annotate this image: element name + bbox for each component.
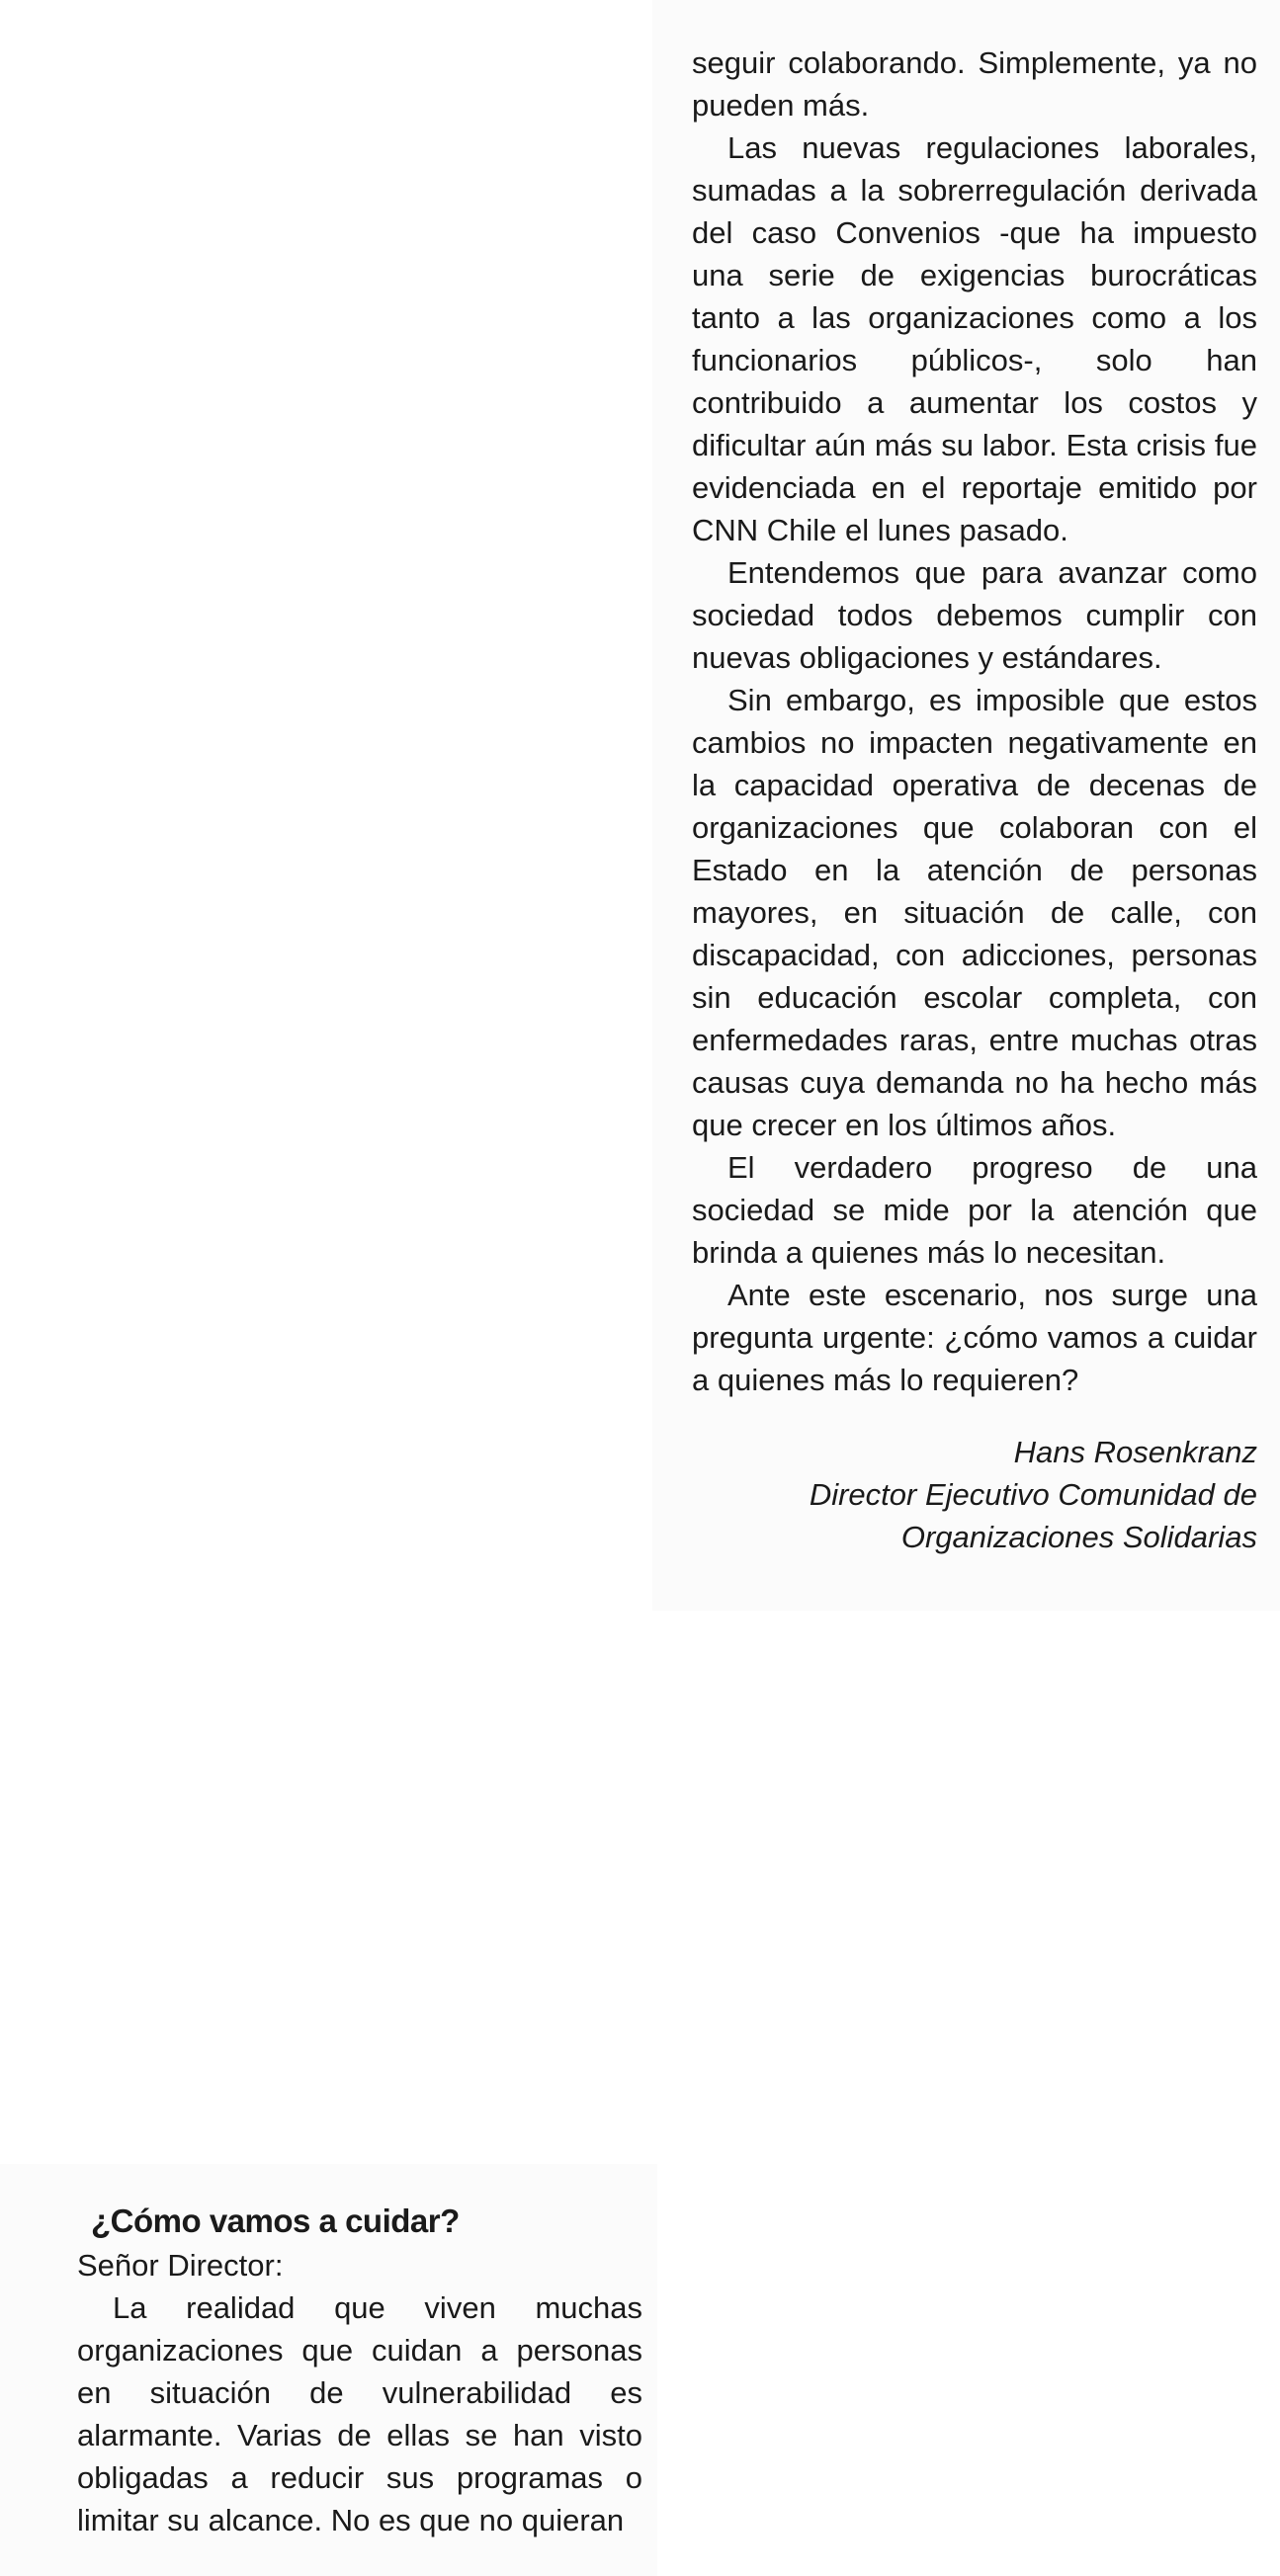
letter-paragraph-4: Sin embargo, es imposible que estos cambios no impacten negativamente en la capacidad operativa de decenas de organizaciones que colaboran con el Estado en la atención de personas mayores, en situación de calle, con discapacidad, con adicciones, personas sin educación escolar completa, con enfermedades raras, entre muchas otras causas cuya demanda no ha hecho más que crecer en los últimos años. [692,683,1257,1142]
letter-opening-paragraph: La realidad que viven muchas organizaciones que cuidan a personas en situación de vulnerabilidad es alarmante. Varias de ellas se han visto obligadas a reducir sus programas o limitar su alcance. No es que no quieran [77,2290,642,2537]
letter-paragraph-1: seguir colaborando. Simplemente, ya no pueden más. [692,45,1257,123]
signature-name: Hans Rosenkranz [1013,1435,1257,1469]
letter-continuation-column [692,42,1257,1558]
letter-start-column [77,2199,642,2541]
letter-paragraph-3: Entendemos que para avanzar como sociedad todos debemos cumplir con nuevas obligaciones y estándares. [692,555,1257,675]
letter-headline: ¿Cómo vamos a cuidar? [91,2202,460,2239]
signature-title-line-2: Organizaciones Solidarias [900,1520,1257,1554]
letter-paragraph-5: El verdadero progreso de una sociedad se mide por la atención que brinda a quienes más lo necesitan. [692,1150,1257,1270]
signature-title-line-1: Director Ejecutivo Comunidad de [809,1477,1257,1512]
letter-paragraph-6: Ante este escenario, nos surge una pregunta urgente: ¿cómo vamos a cuidar a quienes más lo requieren? [692,1278,1257,1397]
letter-signature [692,1431,1257,1558]
letter-salutation: Señor Director: [77,2248,284,2283]
letter-paragraph-2: Las nuevas regulaciones laborales, sumadas a la sobrerregulación derivada del caso Convenios -que ha impuesto una serie de exigencias burocráticas tanto a las organizaciones como a los funcionarios públicos-, solo han contribuido a aumentar los costos y dificultar aún más su labor. Esta crisis fue evidenciada en el reportaje emitido por CNN Chile el lunes pasado. [692,130,1257,547]
